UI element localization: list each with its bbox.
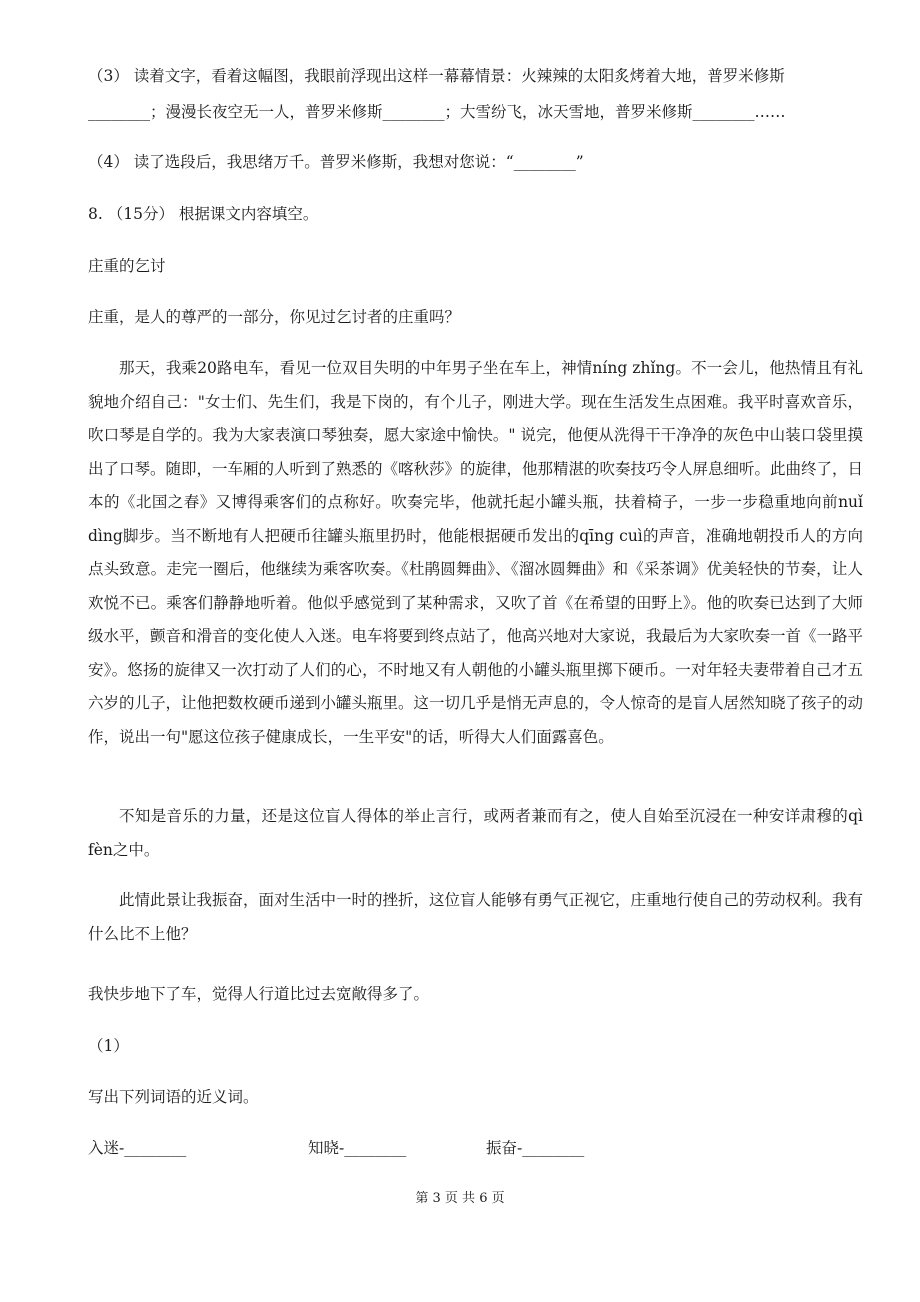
- q7-item3-line2: ________；漫漫长夜空无一人，普罗米修斯________；大雪纷飞，冰天雪地，普罗米修斯________……: [88, 103, 786, 121]
- q7-item4: （4） 读了选段后，我思绪万千。普罗米修斯，我想对您说：“________”: [88, 153, 584, 171]
- page-footer: 第 3 页 共 6 页: [415, 1191, 505, 1206]
- subquestion-1-label: （1）: [88, 1037, 129, 1055]
- q7-item3-line1: （3） 读着文字，看着这幅图，我眼前浮现出这样一幕幕情景：火辣辣的太阳炙烤着大地，普罗米修斯: [88, 67, 785, 85]
- synonym-blank-3[interactable]: 振奋-________: [486, 1139, 585, 1157]
- passage-paragraph-2-text: 不知是音乐的力量，还是这位盲人得体的举止言行，或两者兼而有之，使人自始至沉浸在一种安详肃穆的qì fèn之中。: [88, 807, 863, 859]
- passage-paragraph-3: [88, 884, 863, 951]
- subquestion-1-prompt: 写出下列词语的近义词。: [88, 1088, 259, 1106]
- synonym-blank-1[interactable]: 入迷-________: [88, 1139, 187, 1157]
- passage-paragraph-3-text: 此情此景让我振奋，面对生活中一时的挫折，这位盲人能够有勇气正视它，庄重地行使自己的劳动权利。我有什么比不上他？: [88, 891, 864, 943]
- passage-paragraph-4: 我快步地下了车，觉得人行道比过去宽敞得多了。: [88, 985, 430, 1003]
- synonym-blank-2[interactable]: 知晓-________: [308, 1139, 407, 1157]
- passage-paragraph-2: [88, 800, 863, 867]
- passage-title: 庄重的乞讨: [88, 257, 166, 275]
- q8-heading: 8. （15分） 根据课文内容填空。: [88, 205, 319, 223]
- passage-intro: 庄重，是人的尊严的一部分，你见过乞讨者的庄重吗？: [88, 308, 461, 326]
- passage-paragraph-1-text: 那天，我乘20路电车，看见一位双目失明的中年男子坐在车上，神情níng zhǐng。不一会儿，他热情且有礼貌地介绍自己："女士们、先生们，我是下岗的，有个儿子，刚进大学。现在生活发生点困难。我平时喜欢音乐，吹口琴是自学的。我为大家表演口琴独奏，愿大家途中愉快。" 说完，他便从洗得干干净净的灰色中山装口袋里摸出了口琴。随即，一车厢的人听到了熟悉的《喀秋莎》的旋律，他那精湛的吹奏技巧令人屏息细听。此曲终了，日本的《北国之春》又博得乘客们的点称好。吹奏完毕，他就托起小罐头瓶，扶着椅子，一步一步稳重地向前nuǐ dìng脚步。当不断地有人把硬币往罐头瓶里扔时，他能根据硬币发出的qīng cuì的声音，准确地朝投币人的方向点头致意。走完一圈后，他继续为乘客吹奏。《杜鹃圆舞曲》、《溜冰圆舞曲》和《采茶调》优美轻快的节奏，让人欢悦不已。乘客们静静地听着。他似乎感觉到了某种需求，又吹了首《在希望的田野上》。他的吹奏已达到了大师级水平，颤音和滑音的变化使人入迷。电车将要到终点站了，他高兴地对大家说，我最后为大家吹奏一首《一路平安》。悠扬的旋律又一次打动了人们的心，不时地又有人朝他的小罐头瓶里掷下硬币。一对年轻夫妻带着自己才五六岁的儿子，让他把数枚硬币递到小罐头瓶里。这一切几乎是悄无声息的，令人惊奇的是盲人居然知晓了孩子的动作，说出一句"愿这位孩子健康成长，一生平安"的话，听得大人们面露喜色。: [88, 359, 864, 746]
- passage-paragraph-1: [88, 352, 863, 754]
